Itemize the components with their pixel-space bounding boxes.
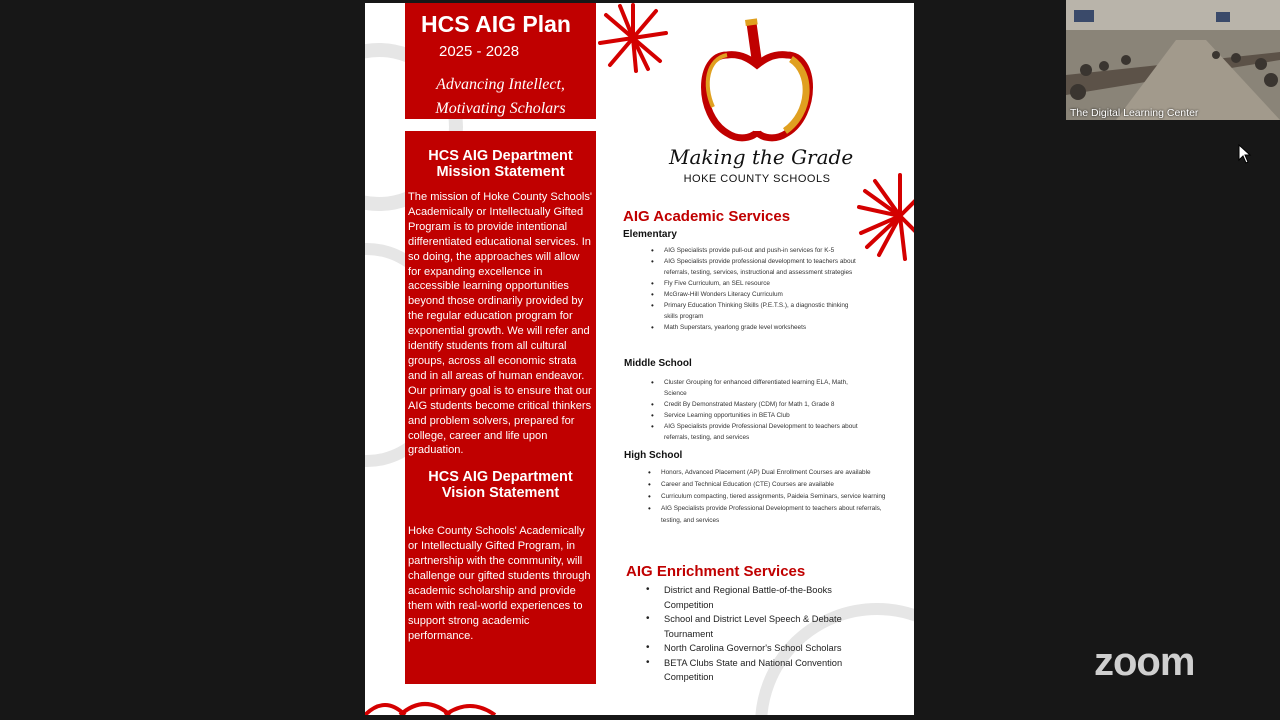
list-item: • Honors, Advanced Placement (AP) Dual Enrollment Courses are available	[661, 467, 886, 479]
mission-heading-line-2: Mission Statement	[436, 164, 565, 180]
meeting-room-video	[1066, 0, 1280, 120]
plan-title: HCS AIG Plan	[421, 11, 571, 37]
starburst-decoration	[855, 171, 914, 261]
list-item: • Curriculum compacting, tiered assignments, Paideia Seminars, service learning	[661, 491, 886, 503]
list-item: • AIG Specialists provide Professional Development to teachers about referrals, testing, and services	[664, 421, 859, 443]
list-item: • Primary Education Thinking Skills (P.E.T.S.), a diagnostic thinking skills program	[664, 300, 859, 322]
title-panel	[405, 3, 596, 119]
logo-script-text: Making the Grade	[669, 145, 854, 169]
shared-document	[365, 3, 914, 715]
high-school-label: High School	[624, 450, 683, 461]
list-item: • Math Superstars, yearlong grade level worksheets	[664, 322, 859, 333]
vision-heading-line-2: Vision Statement	[441, 485, 560, 502]
list-item: • AIG Specialists provide professional development to teachers about referrals, testing, services, instructional and assessment strategies	[664, 256, 859, 278]
elementary-list	[664, 245, 859, 333]
list-item: • AIG Specialists provide pull-out and push-in services for K-5	[664, 245, 859, 256]
list-item: • Cluster Grouping for enhanced differentiated learning ELA, Math, Science	[664, 377, 859, 399]
enrichment-list	[664, 583, 869, 685]
participant-name-label: The Digital Learning Center	[1070, 107, 1199, 119]
making-the-grade-logo	[665, 15, 854, 190]
list-item: • BETA Clubs State and National Convention Competition	[664, 656, 869, 685]
plan-years: 2025 - 2028	[439, 43, 520, 60]
list-item: • Credit By Demonstrated Mastery (CDM) for Math 1, Grade 8	[664, 399, 859, 410]
elementary-label: Elementary	[623, 229, 677, 240]
logo-subtitle: HOKE COUNTY SCHOOLS	[683, 173, 831, 185]
tagline-line-2: Motivating Scholars	[435, 100, 566, 117]
high-school-list	[661, 467, 886, 527]
middle-school-label: Middle School	[624, 358, 692, 369]
zoom-logo: zoom	[1094, 640, 1195, 684]
list-item: • AIG Specialists provide Professional Development to teachers about referrals, testing, and services	[661, 503, 886, 527]
list-item: • McGraw-Hill Wonders Literacy Curriculum	[664, 289, 859, 300]
mission-text: The mission of Hoke County Schools' Academically or Intellectually Gifted Program is to provide intentional differentiated educational services. In so doing, the approaches will allow for expanding excellence in accessible learning opportunities beyond those ordinarily provided by the regular education program for exponential growth. We will refer and identify students from all cultural groups, across all economic strata and in all areas of human endeavor. Our primary goal is to ensure that our AIG students become critical thinkers and problem solvers, prepared for college, career and life upon graduation.	[408, 191, 593, 457]
vision-text: Hoke County Schools' Academically or Intellectually Gifted Program, in partnership with the community, will challenge our gifted students through academic scholarship and provide them with real-world experiences to support strong academic performance.	[408, 525, 591, 642]
mission-heading	[405, 148, 596, 180]
list-item: • District and Regional Battle-of-the-Books Competition	[664, 583, 869, 612]
vision-heading	[405, 469, 596, 501]
list-item: • North Carolina Governor's School Scholars	[664, 641, 869, 656]
mission-vision-panel	[405, 131, 596, 684]
apple-pencil-icon	[687, 15, 827, 145]
plan-tagline	[405, 73, 596, 121]
enrichment-services-title: AIG Enrichment Services	[626, 563, 806, 580]
academic-services-title: AIG Academic Services	[623, 208, 791, 225]
list-item: • Service Learning opportunities in BETA Club	[664, 410, 859, 421]
participant-video-tile[interactable]	[1066, 0, 1280, 120]
bottom-scallop-decoration	[365, 693, 525, 715]
mouse-cursor-icon	[1238, 144, 1252, 164]
starburst-decoration	[598, 3, 668, 73]
vision-heading-line-1: HCS AIG Department	[428, 469, 573, 486]
list-item: • Career and Technical Education (CTE) Courses are available	[661, 479, 886, 491]
middle-school-list	[664, 377, 859, 443]
tagline-line-1: Advancing Intellect,	[436, 76, 565, 93]
list-item: • Fly Five Curriculum, an SEL resource	[664, 278, 859, 289]
list-item: • School and District Level Speech & Debate Tournament	[664, 612, 869, 641]
mission-heading-line-1: HCS AIG Department	[428, 148, 573, 164]
